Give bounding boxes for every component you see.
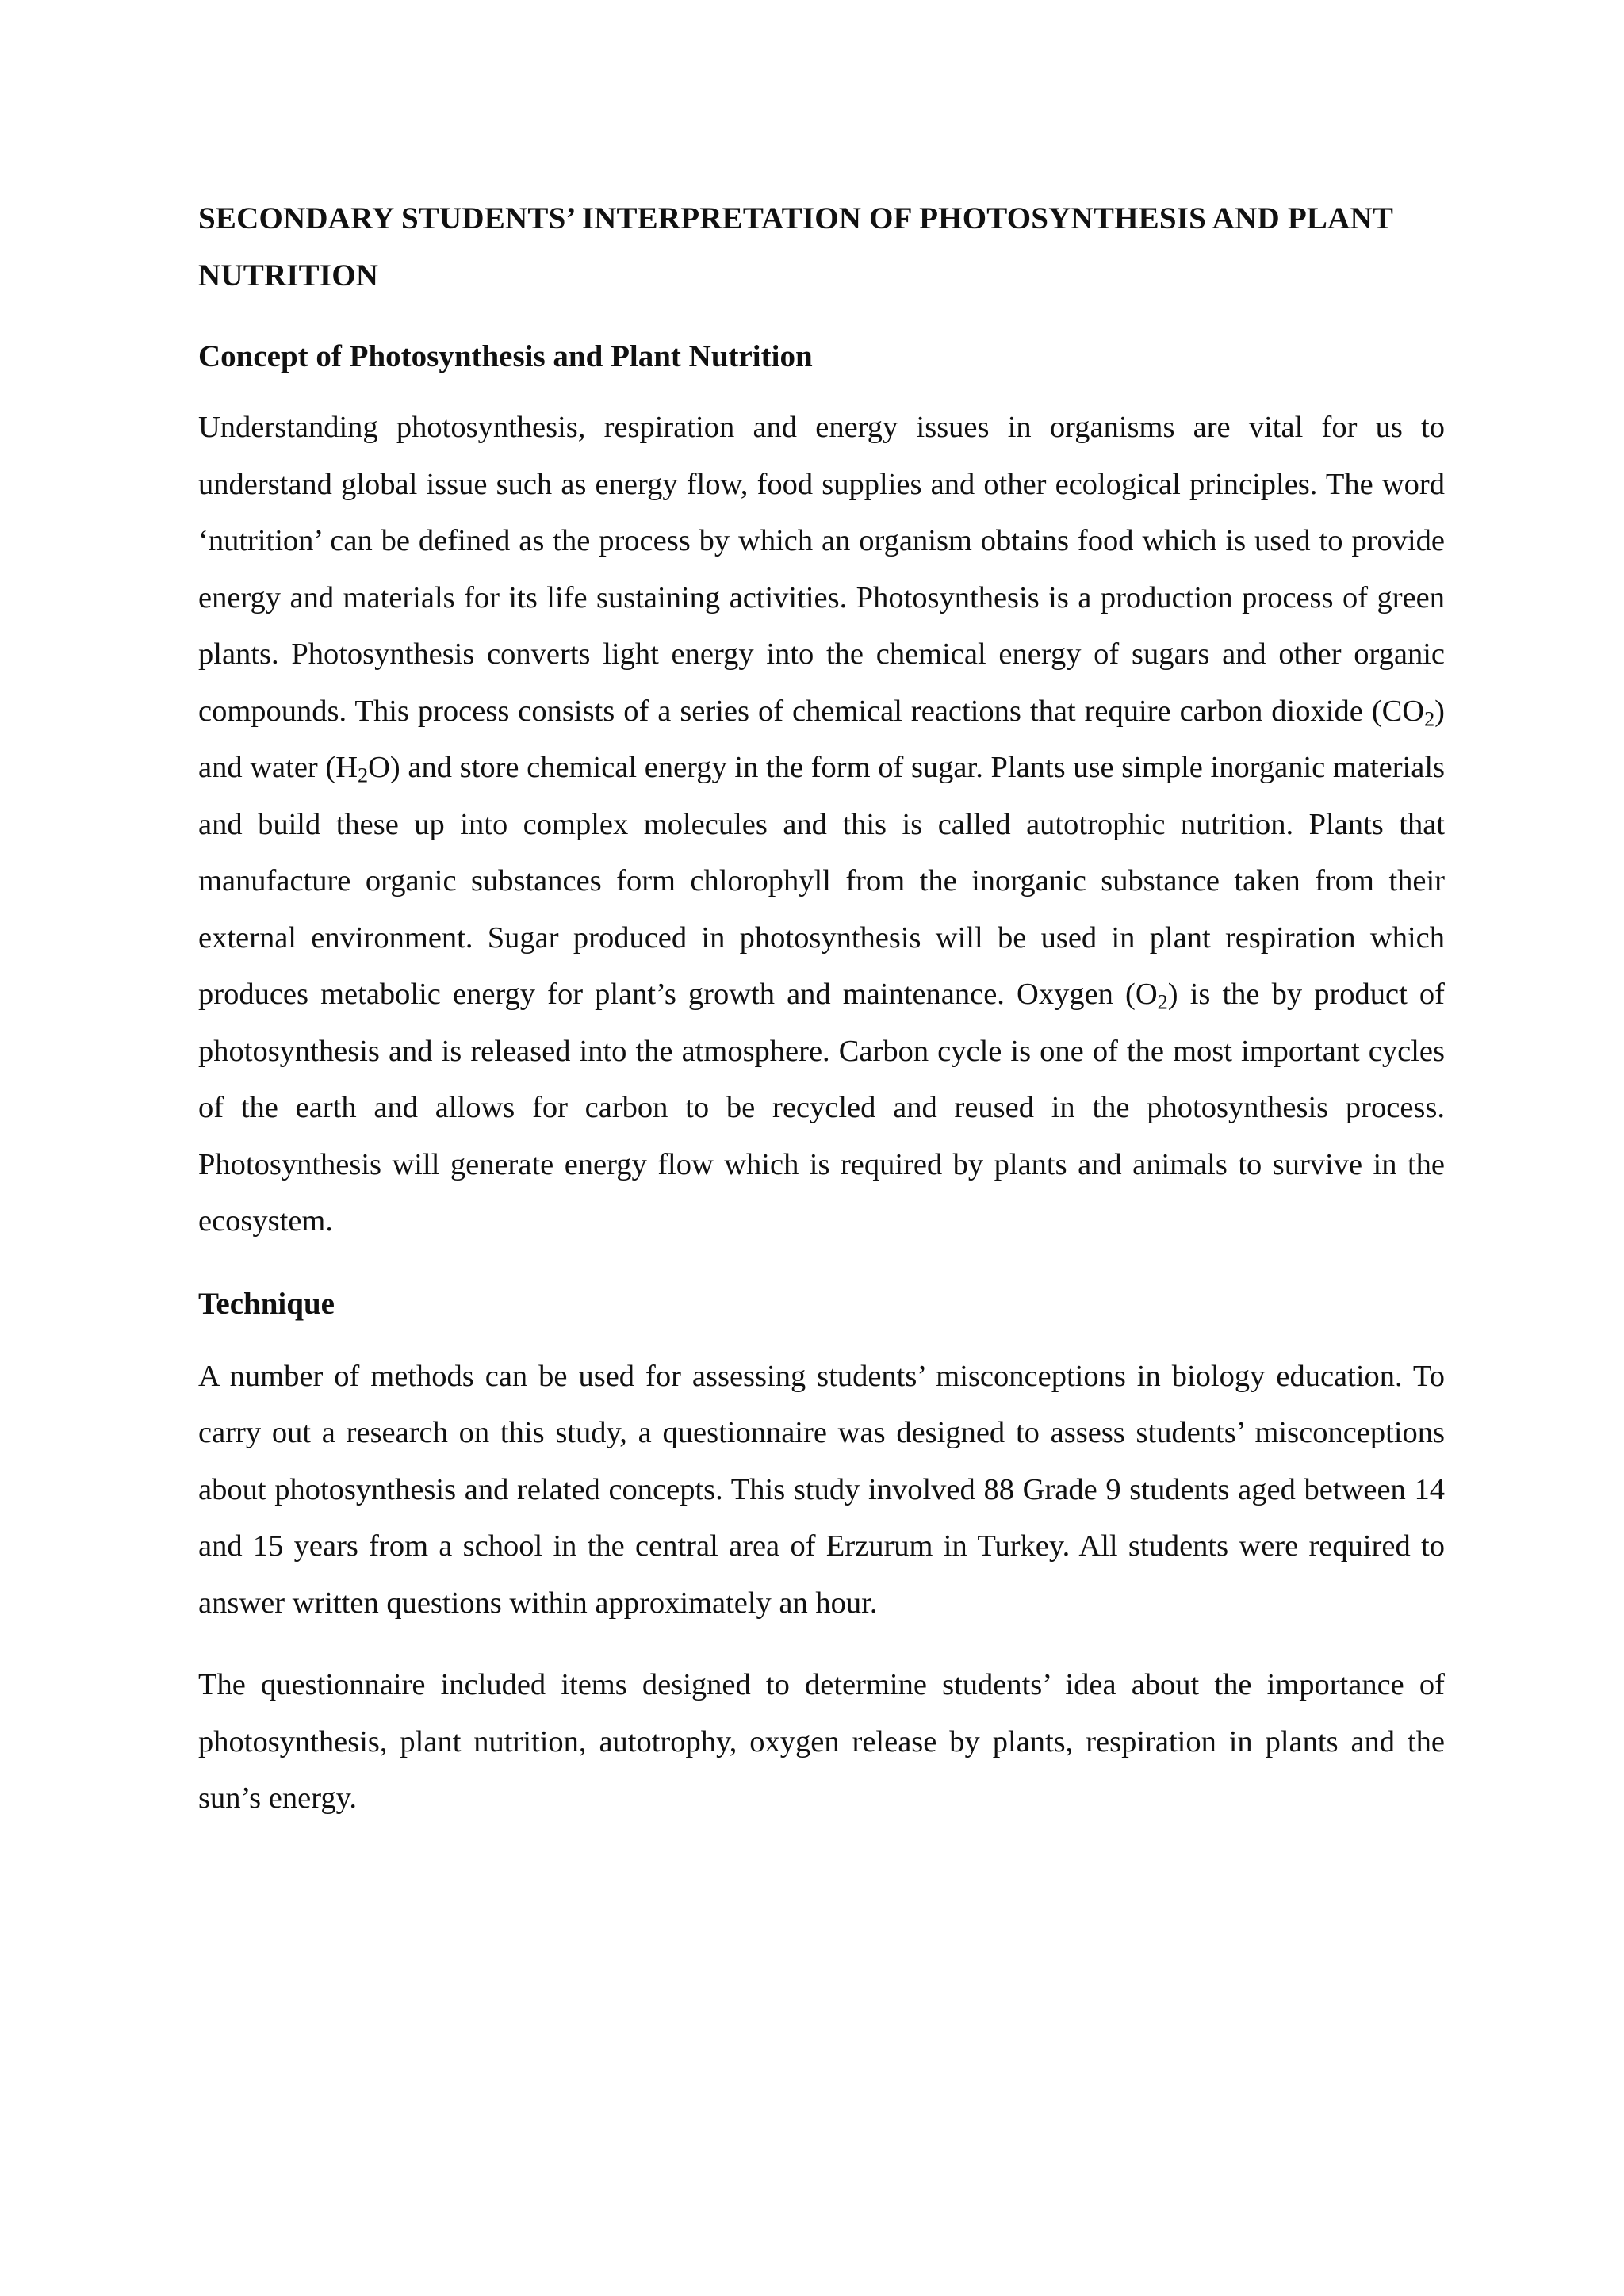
paragraph-technique-questionnaire [198,1657,1445,1827]
text-segment: Understanding photosynthesis, respiration and energy issues in organisms are vital for us to understand global issue such as energy flow, food supplies and other ecological principles. The word ‘nutrition’ can be defined as the process by which an organism obtains food which is used to provide energy and materials for its life sustaining activities. Photosynthesis is a production process of green plants. Photosynthesis converts light energy into the chemical energy of sugars and other organic compounds. This process consists of a series of chemical reactions that require carbon dioxide (CO [198,411,1445,728]
text-segment: A number of methods can be used for assessing students’ misconceptions in biology education. To carry out a research on this study, a questionnaire was designed to assess students’ misconceptions about photosynthesis and related concepts. This study involved 88 Grade 9 students aged between 14 and 15 years from a school in the central area of Erzurum in Turkey. All students were required to answer written questions within approximately an hour. [198,1359,1445,1620]
subscript: 2 [1157,990,1168,1014]
text-segment: ) is the by product of photosynthesis and is released into the atmosphere. Carbon cycle is one of the most important cycles of the earth and allows for carbon to be recycled and reused in the photosynthesis process. Photosynthesis will generate energy flow which is required by plants and animals to survive in the ecosystem. [198,978,1446,1238]
text-segment: The questionnaire included items designed to determine students’ idea about the importance of photosynthesis, plant nutrition, autotrophy, oxygen release by plants, respiration in plants and the sun’s energy. [198,1668,1445,1815]
text-segment: ) and water (H [198,694,1445,784]
paragraph-technique-methods [198,1349,1445,1632]
subscript: 2 [1424,707,1435,731]
section-heading-concept: Concept of Photosynthesis and Plant Nutrition [198,339,813,373]
document-page [198,190,1445,1827]
subscript: 2 [358,763,369,787]
text-segment: O) and store chemical energy in the form of sugar. Plants use simple inorganic materials and build these up into complex molecules and this is called autotrophic nutrition. Plants that manufacture organic substances form chlorophyll from the inorganic substance taken from their external environment. Sugar produced in photosynthesis will be used in plant respiration which produces metabolic energy for plant’s growth and maintenance. Oxygen (O [198,751,1446,1011]
section-heading-technique: Technique [198,1286,335,1321]
paragraph-concept [198,400,1445,1250]
document-title: SECONDARY STUDENTS’ INTERPRETATION OF PHOTOSYNTHESIS AND PLANT NUTRITION [198,201,1393,293]
